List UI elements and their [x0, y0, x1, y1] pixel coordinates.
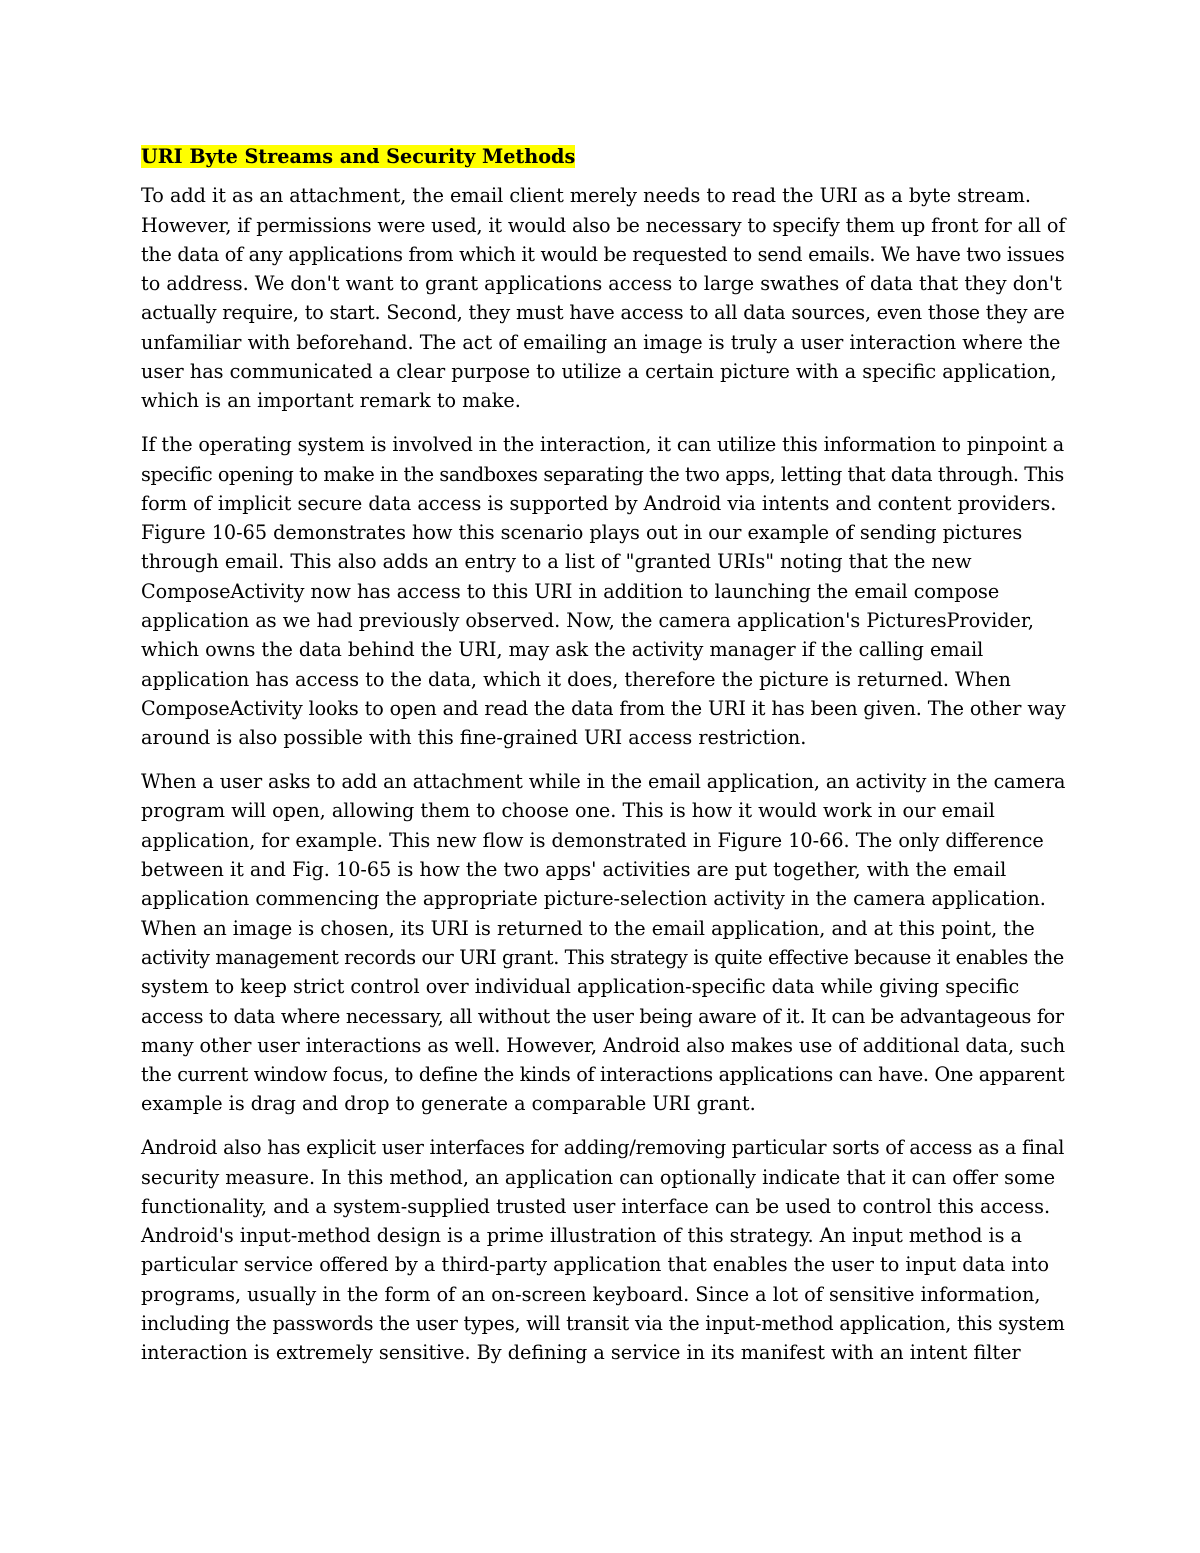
- paragraph-line: To add it as an attachment, the email client merely needs to read the URI as a byte stream.: [141, 184, 1031, 208]
- paragraph-line: which is an important remark to make.: [141, 389, 521, 413]
- paragraph-line: unfamiliar with beforehand. The act of emailing an image is truly a user interaction where the: [141, 330, 1061, 354]
- paragraph-line: Android's input-method design is a prime illustration of this strategy. An input method is a: [141, 1224, 1022, 1248]
- paragraph-line: Android also has explicit user interfaces for adding/removing particular sorts of access as a final: [141, 1136, 1065, 1160]
- paragraph: [141, 430, 1066, 752]
- paragraph-line: When an image is chosen, its URI is returned to the email application, and at this point, the: [141, 916, 1035, 940]
- paragraph-line: program will open, allowing them to choose one. This is how it would work in our email: [141, 799, 995, 823]
- paragraph-line: functionality, and a system-supplied trusted user interface can be used to control this access.: [141, 1194, 1051, 1218]
- paragraph-line: application commencing the appropriate picture-selection activity in the camera application.: [141, 887, 1046, 911]
- paragraph-line: particular service offered by a third-party application that enables the user to input data into: [141, 1253, 1050, 1277]
- paragraph-line: the data of any applications from which it would be requested to send emails. We have two issues: [141, 242, 1065, 266]
- paragraph-line: ComposeActivity looks to open and read the data from the URI it has been given. The other way: [141, 696, 1066, 720]
- paragraph-line: application, for example. This new flow is demonstrated in Figure 10-66. The only difference: [141, 828, 1044, 852]
- paragraph-line: specific opening to make in the sandboxes separating the two apps, letting that data through. This: [141, 462, 1064, 486]
- paragraph-line: security measure. In this method, an application can optionally indicate that it can offer some: [141, 1165, 1056, 1189]
- paragraph-line: user has communicated a clear purpose to utilize a certain picture with a specific application,: [141, 360, 1057, 384]
- paragraph-line: example is drag and drop to generate a comparable URI grant.: [141, 1092, 756, 1116]
- paragraph: [141, 767, 1066, 1119]
- paragraph-line: around is also possible with this fine-grained URI access restriction.: [141, 726, 807, 750]
- paragraph-container: [141, 181, 1066, 1367]
- section-heading: [141, 142, 1066, 171]
- paragraph-line: If the operating system is involved in the interaction, it can utilize this information to pinpoint a: [141, 433, 1065, 457]
- paragraph-line: the current window focus, to define the kinds of interactions applications can have. One apparent: [141, 1063, 1065, 1087]
- paragraph-line: to address. We don't want to grant applications access to large swathes of data that they don't: [141, 272, 1062, 296]
- paragraph-line: ComposeActivity now has access to this URI in addition to launching the email compose: [141, 579, 1000, 603]
- section-heading-text: URI Byte Streams and Security Methods: [141, 145, 576, 168]
- paragraph-line: Figure 10-65 demonstrates how this scenario plays out in our example of sending pictures: [141, 521, 1023, 545]
- paragraph-line: actually require, to start. Second, they must have access to all data sources, even those they are: [141, 301, 1065, 325]
- paragraph-line: application as we had previously observed. Now, the camera application's PicturesProvider,: [141, 609, 1035, 633]
- document-body: [141, 142, 1066, 1382]
- paragraph-line: application has access to the data, which it does, therefore the picture is returned. When: [141, 667, 1011, 691]
- paragraph: [141, 181, 1066, 415]
- paragraph-line: form of implicit secure data access is supported by Android via intents and content providers.: [141, 491, 1057, 515]
- paragraph-line: between it and Fig. 10-65 is how the two apps' activities are put together, with the email: [141, 858, 1007, 882]
- paragraph-line: which owns the data behind the URI, may ask the activity manager if the calling email: [141, 638, 984, 662]
- paragraph-line: programs, usually in the form of an on-screen keyboard. Since a lot of sensitive information,: [141, 1282, 1041, 1306]
- paragraph-line: many other user interactions as well. However, Android also makes use of additional data, such: [141, 1033, 1066, 1057]
- paragraph-line: including the passwords the user types, will transit via the input-method application, this system: [141, 1312, 1065, 1336]
- paragraph-line: access to data where necessary, all without the user being aware of it. It can be advantageous for: [141, 1004, 1064, 1028]
- paragraph-line: system to keep strict control over individual application-specific data while giving specific: [141, 975, 1020, 999]
- paragraph: [141, 1133, 1066, 1367]
- paragraph-line: through email. This also adds an entry to a list of "granted URIs" noting that the new: [141, 550, 972, 574]
- paragraph-line: However, if permissions were used, it would also be necessary to specify them up front for all of: [141, 213, 1066, 237]
- paragraph-line: When a user asks to add an attachment while in the email application, an activity in the camera: [141, 770, 1066, 794]
- paragraph-line: interaction is extremely sensitive. By defining a service in its manifest with an intent filter: [141, 1341, 1021, 1365]
- paragraph-line: activity management records our URI grant. This strategy is quite effective because it enables the: [141, 945, 1064, 969]
